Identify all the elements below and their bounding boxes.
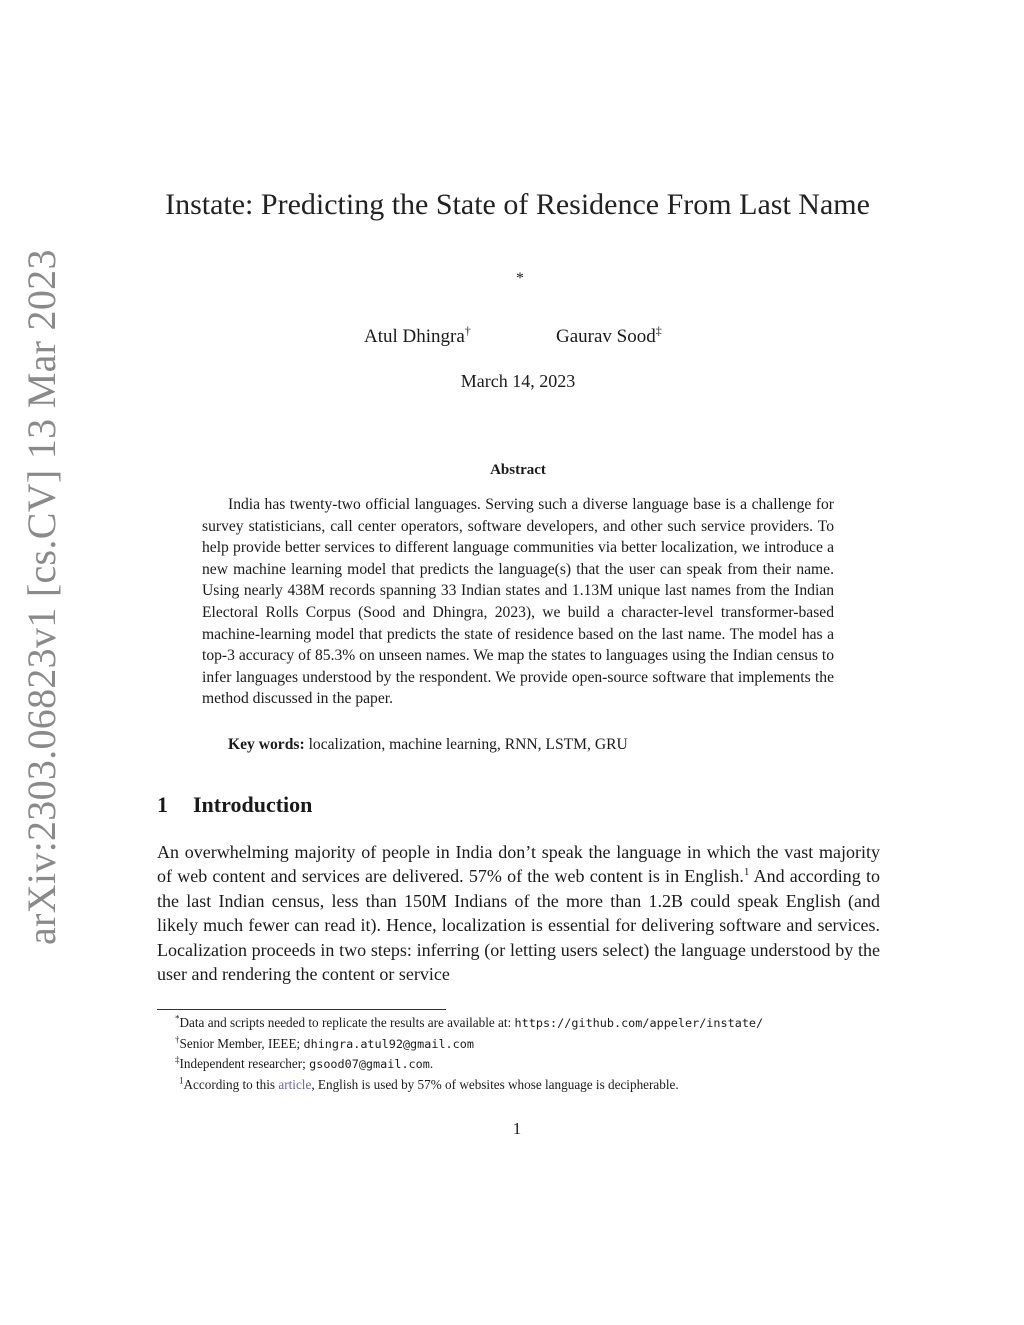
repository-url-link[interactable]: https://github.com/appeler/instate/ (514, 1016, 764, 1030)
author-1-email[interactable]: dhingra.atul92@gmail.com (303, 1036, 474, 1051)
footnote-dagger (157, 1034, 877, 1055)
section-heading-introduction (157, 792, 312, 818)
footnote-mark: 1 (179, 1075, 184, 1086)
section-number: 1 (157, 792, 168, 817)
article-link[interactable]: article (278, 1076, 312, 1092)
author-name: Gaurav Sood (556, 326, 656, 347)
keywords-label: Key words: (228, 736, 305, 753)
paper-title: Instate: Predicting the State of Residence From Last Name (165, 188, 870, 221)
arxiv-identifier-stamp[interactable]: arXiv:2303.06823v1 [cs.CV] 13 Mar 2023 (19, 249, 64, 945)
keywords-list: localization, machine learning, RNN, LSTM, GRU (308, 736, 628, 753)
footnotes (157, 1013, 877, 1094)
page-number: 1 (512, 1119, 522, 1138)
intro-text-part1: An overwhelming majority of people in India don’t speak the language in which the vast majority of web content and services are delivered. 57% of the web content is in English. (157, 842, 880, 887)
keywords (228, 736, 628, 754)
footnote-divider (157, 1009, 446, 1010)
footnote-text: Senior Member, IEEE; (179, 1035, 304, 1051)
footnote-1 (157, 1075, 877, 1095)
introduction-paragraph (157, 840, 880, 986)
footnote-text: Independent researcher; (179, 1056, 310, 1071)
author-1 (364, 323, 471, 348)
footnote-ddagger (157, 1054, 877, 1075)
author-2 (556, 323, 662, 348)
footnote-mark: * (175, 1013, 180, 1024)
intro-text-part2: And according to the last Indian census, less than 150M Indians of the more than 1.2B could speak English (and likely much fewer can read it). Hence, localization is essential for delivering software and services. Localization proceeds in two steps: inferring (or letting users select) the language understood by the user and rendering the content or service (157, 866, 880, 985)
footnote-text-end: , English is used by 57% of websites whose language is decipherable. (311, 1076, 679, 1092)
section-title: Introduction (193, 792, 313, 817)
footnote-mark: ‡ (175, 1054, 180, 1065)
publication-date: March 14, 2023 (460, 371, 576, 391)
footnote-tail: . (429, 1056, 434, 1071)
footnote-mark: † (175, 1034, 180, 1045)
footnote-text: According to this (183, 1076, 279, 1092)
title-footnote-mark: * (516, 270, 524, 287)
author-affiliation-mark: ‡ (655, 323, 662, 338)
footnote-text: Data and scripts needed to replicate the results are available at: (179, 1015, 515, 1030)
footnote-ref-1[interactable]: 1 (743, 866, 750, 879)
abstract-heading: Abstract (490, 462, 546, 478)
author-2-email[interactable]: gsood07@gmail.com (309, 1057, 430, 1071)
author-name: Atul Dhingra (364, 326, 465, 347)
author-affiliation-mark: † (464, 323, 471, 338)
footnote-star (157, 1013, 877, 1034)
abstract-text: India has twenty-two official languages. Serving such a diverse language base is a challenge for survey statisticians, call center operators, software developers, and other such service providers. To help provide better services to different language communities via better localization, we introduce a new machine learning model that predicts the language(s) that the user can speak from their name. Using nearly 438M records spanning 33 Indian states and 1.13M unique last names from the Indian Electoral Rolls Corpus (Sood and Dhingra, 2023), we build a character-level transformer-based machine-learning model that predicts the state of residence based on the last name. The model has a top-3 accuracy of 85.3% on unseen names. We map the states to languages using the Indian census to infer languages understood by the respondent. We provide open-source software that implements the method discussed in the paper. (202, 496, 834, 708)
